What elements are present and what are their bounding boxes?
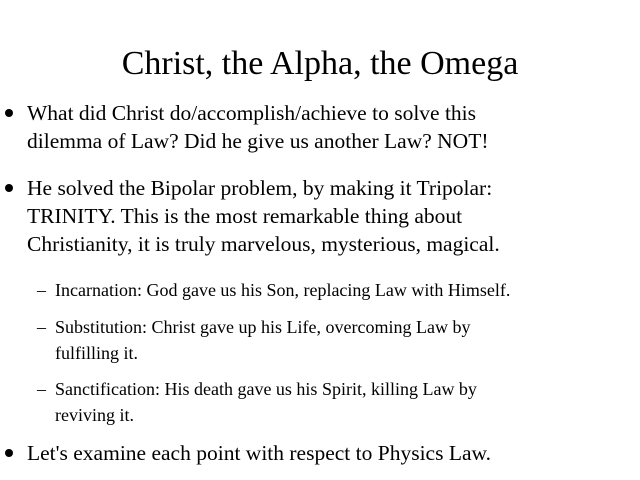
bullet-line: Christianity, it is truly marvelous, mysterious, magical. — [27, 232, 500, 256]
bullet-line: He solved the Bipolar problem, by making it Tripolar: — [27, 176, 493, 200]
bullet-line: Let's examine each point with respect to Physics Law. — [27, 441, 492, 465]
sub-bullet-line: Sanctification: His death gave us his Spirit, killing Law by — [55, 379, 477, 399]
dash-icon: – — [37, 280, 46, 300]
bullet-dot-icon — [5, 449, 13, 457]
bullet-text — [27, 174, 637, 258]
sub-bullet-line: fulfilling it. — [55, 343, 138, 363]
sub-bullet-line: Substitution: Christ gave up his Life, overcoming Law by — [55, 317, 471, 337]
sub-bullet-text — [55, 277, 640, 303]
bullet-text — [27, 99, 637, 155]
bullet-line: dilemma of Law? Did he give us another Law? NOT! — [27, 129, 489, 153]
slide-title: Christ, the Alpha, the Omega — [121, 45, 519, 82]
bullet-dot-icon — [5, 109, 13, 117]
sub-bullet-line: reviving it. — [55, 405, 134, 425]
sub-bullet-line: Incarnation: God gave us his Son, replacing Law with Himself. — [55, 280, 511, 300]
dash-icon: – — [37, 317, 46, 337]
sub-bullet-text — [55, 376, 640, 428]
bullet-dot-icon — [5, 184, 13, 192]
bullet-line: What did Christ do/accomplish/achieve to solve this — [27, 101, 477, 125]
bullet-text — [27, 439, 637, 467]
sub-bullet-text — [55, 314, 640, 366]
bullet-line: TRINITY. This is the most remarkable thing about — [27, 204, 463, 228]
dash-icon: – — [37, 379, 46, 399]
